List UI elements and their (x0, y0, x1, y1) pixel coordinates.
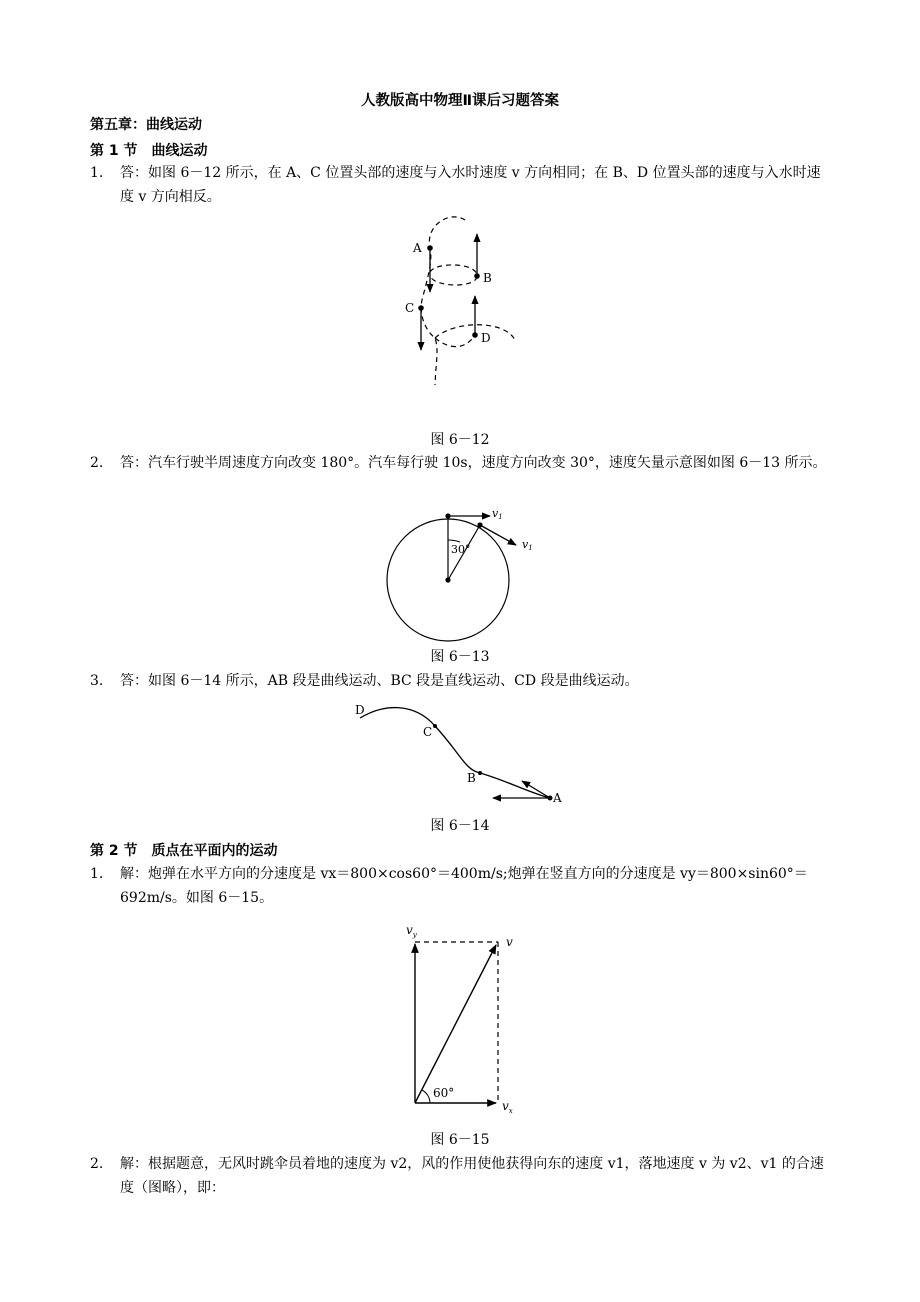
label-c: C (405, 301, 415, 315)
question-number: 3. (90, 673, 104, 689)
answer-text: 解：炮弹在水平方向的分速度是 vx＝800×cos60°＝400m/s;炮弹在竖直方向的分速度是 vy＝800×sin60°＝692m/s。如图 6－15。 (120, 866, 808, 906)
loop-dashed-upper (430, 265, 477, 285)
label-vy: $v_y$ (406, 923, 417, 939)
label-v: v (506, 935, 513, 949)
figure-6-12 (395, 210, 525, 395)
label-b: B (483, 271, 492, 285)
question-number: 1. (90, 866, 104, 882)
chapter-heading: 第五章：曲线运动 (90, 117, 202, 133)
question-number: 2. (90, 455, 104, 471)
section-1-heading: 第 1 节 曲线运动 (90, 143, 208, 159)
question-number: 1. (90, 165, 104, 181)
figure-caption: 图 6－14 (430, 818, 490, 834)
figure-caption: 图 6－12 (430, 432, 490, 448)
trajectory-dashed (421, 217, 465, 385)
page-title: 人教版高中物理Ⅱ课后习题答案 (360, 93, 560, 109)
label-vx: $v_x$ (502, 1099, 513, 1115)
label-a: A (553, 791, 562, 805)
angle-label: 30° (451, 543, 471, 556)
v1-label-rotated: v1 (522, 538, 533, 552)
answer-text: 解：根据题意，无风时跳伞员着地的速度为 v2，风的作用使他获得向东的速度 v1，落地速度 v 为 v2、v1 的合速度（图略），即： (120, 1156, 824, 1196)
label-c: C (423, 725, 433, 739)
figure-6-14 (355, 698, 575, 810)
figure-caption: 图 6－13 (430, 649, 490, 665)
section-2-heading: 第 2 节 质点在平面内的运动 (90, 843, 278, 859)
answer-text: 答：如图 6－12 所示，在 A、C 位置头部的速度与入水时速度 v 方向相同；在 B、D 位置头部的速度与入水时速度 v 方向相反。 (120, 165, 821, 205)
figure-caption: 图 6－15 (430, 1132, 490, 1148)
question-number: 2. (90, 1156, 104, 1172)
answer-text: 答：如图 6－14 所示，AB 段是曲线运动、BC 段是直线运动、CD 段是曲线运动。 (120, 673, 639, 689)
point-b (478, 771, 482, 775)
label-b: B (467, 771, 476, 785)
curve-path (360, 708, 550, 798)
figure-6-15 (400, 920, 530, 1120)
vector-v (415, 945, 496, 1103)
v1-label-top: v1 (492, 507, 503, 521)
label-a: A (413, 241, 422, 255)
label-d: D (355, 703, 365, 717)
angle-label: 60° (433, 1086, 455, 1100)
figure-6-13 (380, 505, 540, 645)
velocity-v1-rotated (480, 525, 516, 545)
answer-text: 答：汽车行驶半周速度方向改变 180°。汽车每行驶 10s，速度方向改变 30°，速度矢量示意图如图 6－13 所示。 (120, 455, 827, 471)
point-c (433, 724, 437, 728)
label-d: D (481, 331, 491, 345)
